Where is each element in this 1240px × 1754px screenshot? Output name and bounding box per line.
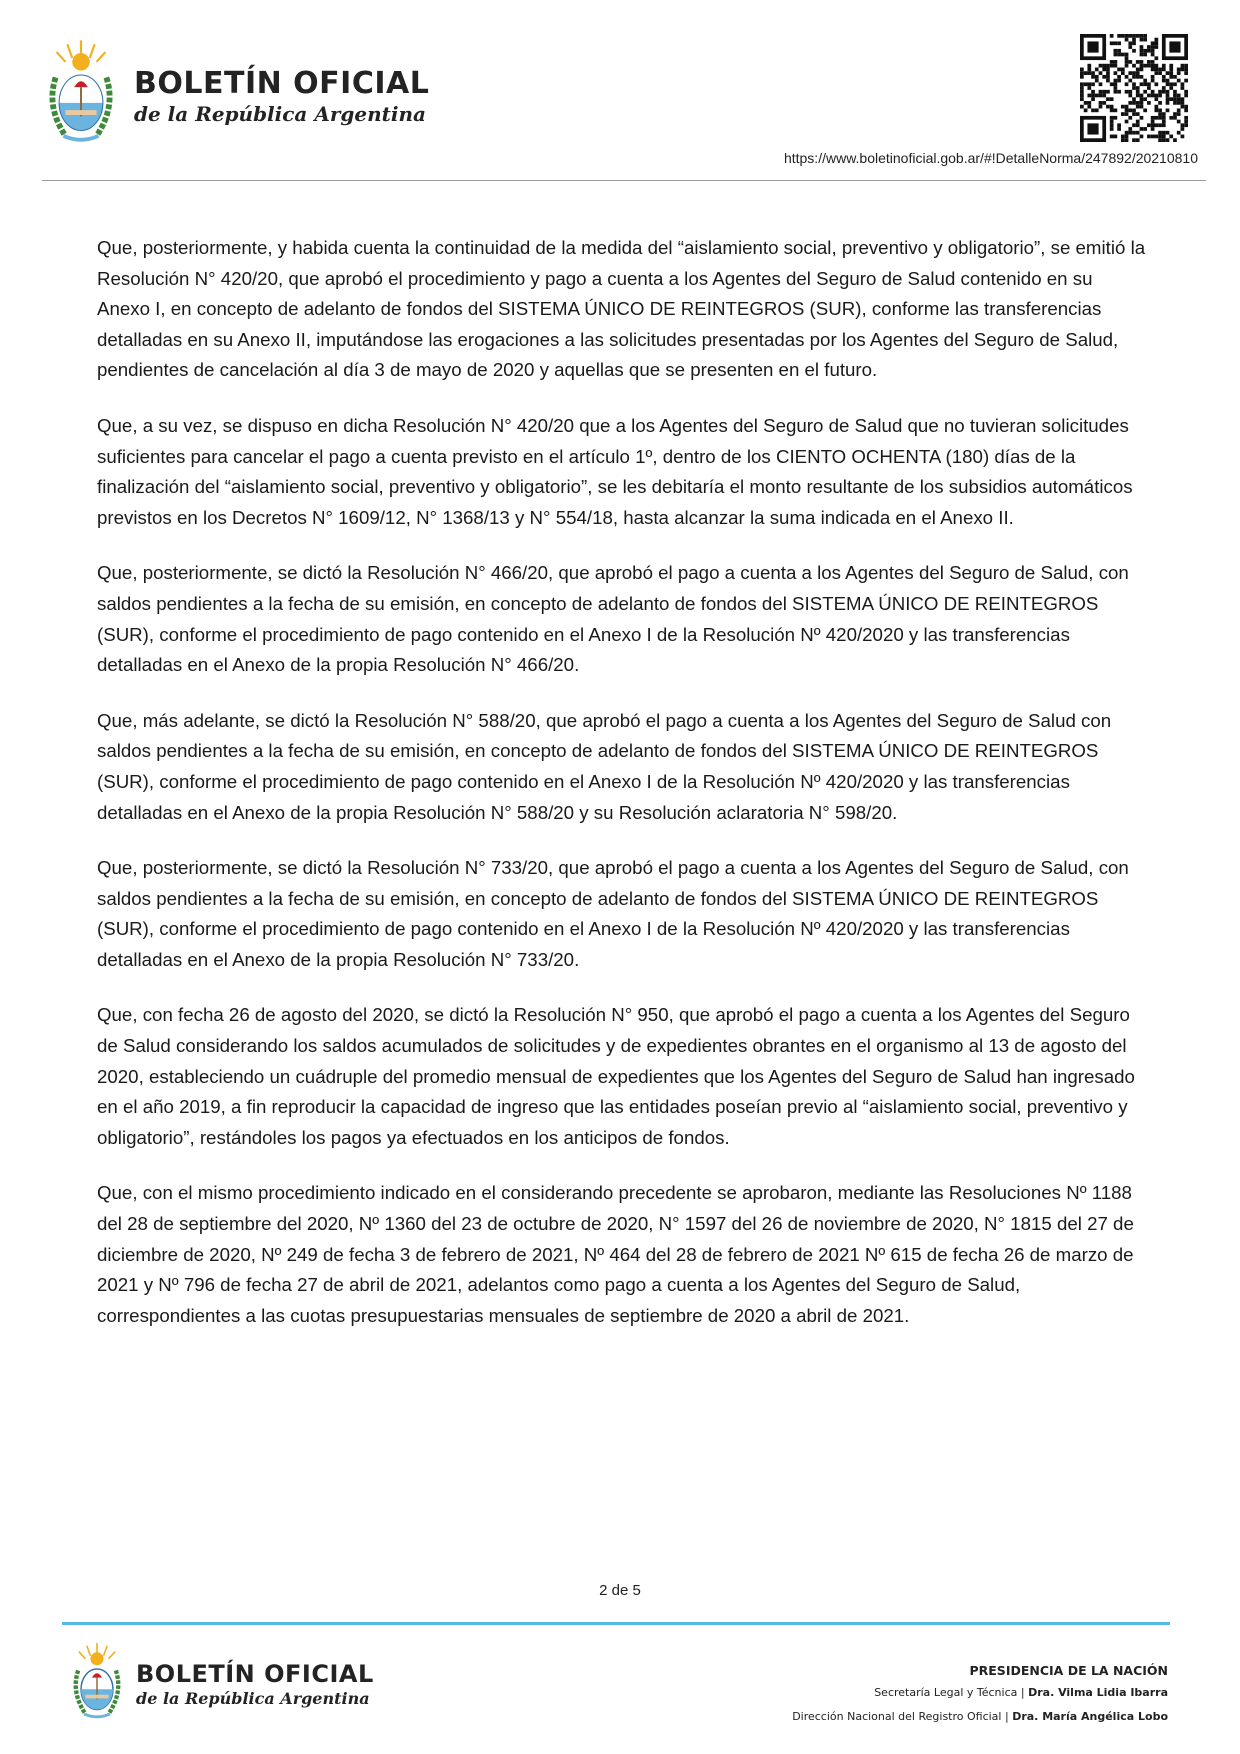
secretaria-line [792, 1681, 1168, 1705]
paragraph: Que, posteriormente, se dictó la Resolución N° 466/20, que aprobó el pago a cuenta a los Agentes del Seguro de Salud, con saldos pendientes a la fecha de su emisión, en concepto de adelanto de fondos del SISTEMA ÚNICO DE REINTEGROS (SUR), conforme el procedimiento de pago contenido en el Anexo I de la Resolución Nº 420/2020 y las transferencias detalladas en el Anexo de la propia Resolución N° 466/20. [97, 562, 1129, 676]
boletin-logo[interactable] [42, 38, 429, 148]
paragraph: Que, más adelante, se dictó la Resolución N° 588/20, que aprobó el pago a cuenta a los Agentes del Seguro de Salud con saldos pendientes a la fecha de su emisión, en concepto de adelanto de fondos del SISTEMA ÚNICO DE REINTEGROS (SUR), conforme el procedimiento de pago contenido en el Anexo I de la Resolución Nº 420/2020 y las transferencias detalladas en el Anexo de la propia Resolución N° 588/20 y su Resolución aclaratoria N° 598/20. [97, 709, 1112, 823]
argentina-coat-of-arms-icon [68, 1640, 126, 1724]
footer-boletin-logo[interactable] [68, 1640, 374, 1724]
paragraph: Que, posteriormente, y habida cuenta la continuidad de la medida del “aislamiento social, preventivo y obligatorio”, se emitió la Resolución N° 420/20, que aprobó el procedimiento y pago a cuenta a los Agentes del Seguro de Salud contenido en su Anexo I, en concepto de adelanto de fondos del SISTEMA ÚNICO DE REINTEGROS (SUR), conforme las transferencias detalladas en su Anexo II, imputándose las erogaciones a las solicitudes presentadas por los Agentes del Seguro de Salud, pendientes de cancelación al día 3 de mayo de 2020 y aquellas que se presenten en el futuro. [97, 237, 1146, 381]
paragraph: Que, posteriormente, se dictó la Resolución N° 733/20, que aprobó el pago a cuenta a los Agentes del Seguro de Salud, con saldos pendientes a la fecha de su emisión, en concepto de adelanto de fondos del SISTEMA ÚNICO DE REINTEGROS (SUR), conforme el procedimiento de pago contenido en el Anexo I de la Resolución Nº 420/2020 y las transferencias detalladas en el Anexo de la propia Resolución N° 733/20. [97, 857, 1129, 970]
separator: | [1020, 1686, 1025, 1699]
brand-title: BOLETÍN OFICIAL [134, 66, 430, 101]
direccion-name: Dra. María Angélica Lobo [1012, 1710, 1168, 1723]
brand-subtitle: de la República Argentina [134, 102, 426, 126]
secretaria-name: Dra. Vilma Lidia Ibarra [1028, 1686, 1168, 1699]
secretaria-label: Secretaría Legal y Técnica [874, 1686, 1018, 1699]
paragraph: Que, con fecha 26 de agosto del 2020, se dictó la Resolución N° 950, que aprobó el pago a cuenta a los Agentes del Seguro de Salud considerando los saldos acumulados de solicitudes y de expedientes obrantes en el organismo al 13 de agosto del 2020, estableciendo un cuádruple del promedio mensual de expedientes que los Agentes del Seguro de Salud han ingresado en el año 2019, a fin reproducir la capacidad de ingreso que las entidades poseían previo al “aislamiento social, preventivo y obligatorio”, restándoles los pagos ya efectuados en los anticipos de fondos. [97, 1004, 1135, 1148]
page-header [42, 38, 1206, 178]
footer-credits [792, 1661, 1168, 1729]
argentina-coat-of-arms-icon [42, 38, 120, 148]
direccion-line [792, 1705, 1168, 1729]
paragraph: Que, con el mismo procedimiento indicado en el considerando precedente se aprobaron, mediante las Resoluciones Nº 1188 del 28 de septiembre del 2020, Nº 1360 del 23 de octubre de 2020, N° 1597 del 26 de noviembre de 2020, N° 1815 del 27 de diciembre de 2020, Nº 249 de fecha 3 de febrero de 2021, Nº 464 del 28 de febrero de 2021 Nº 615 de fecha 26 de marzo de 2021 y Nº 796 de fecha 27 de abril de 2021, adelantos como pago a cuenta a los Agentes del Seguro de Salud, correspondientes a las cuotas presupuestarias mensuales de septiembre de 2020 a abril de 2021. [97, 1182, 1134, 1326]
qr-code-icon[interactable] [1080, 34, 1188, 142]
footer-brand-title: BOLETÍN OFICIAL [136, 1660, 374, 1688]
direccion-label: Dirección Nacional del Registro Oficial [792, 1710, 1002, 1723]
footer-brand-subtitle: de la República Argentina [136, 1689, 370, 1708]
footer-divider [62, 1622, 1170, 1625]
presidencia-label: PRESIDENCIA DE LA NACIÓN [969, 1663, 1168, 1678]
separator: | [1004, 1710, 1009, 1723]
document-body [97, 233, 1147, 1356]
header-divider [42, 180, 1206, 181]
paragraph: Que, a su vez, se dispuso en dicha Resolución N° 420/20 que a los Agentes del Seguro de Salud que no tuvieran solicitudes suficientes para cancelar el pago a cuenta previsto en el artículo 1º, dentro de los CIENTO OCHENTA (180) días de la finalización del “aislamiento social, preventivo y obligatorio”, se les debitaría el monto resultante de los subsidios automáticos previstos en los Decretos N° 1609/12, N° 1368/13 y N° 554/18, hasta alcanzar la suma indicada en el Anexo II. [97, 414, 1133, 528]
document-url[interactable]: https://www.boletinoficial.gob.ar/#!DetalleNorma/247892/20210810 [783, 150, 1198, 166]
page-number: 2 de 5 [599, 1582, 641, 1599]
